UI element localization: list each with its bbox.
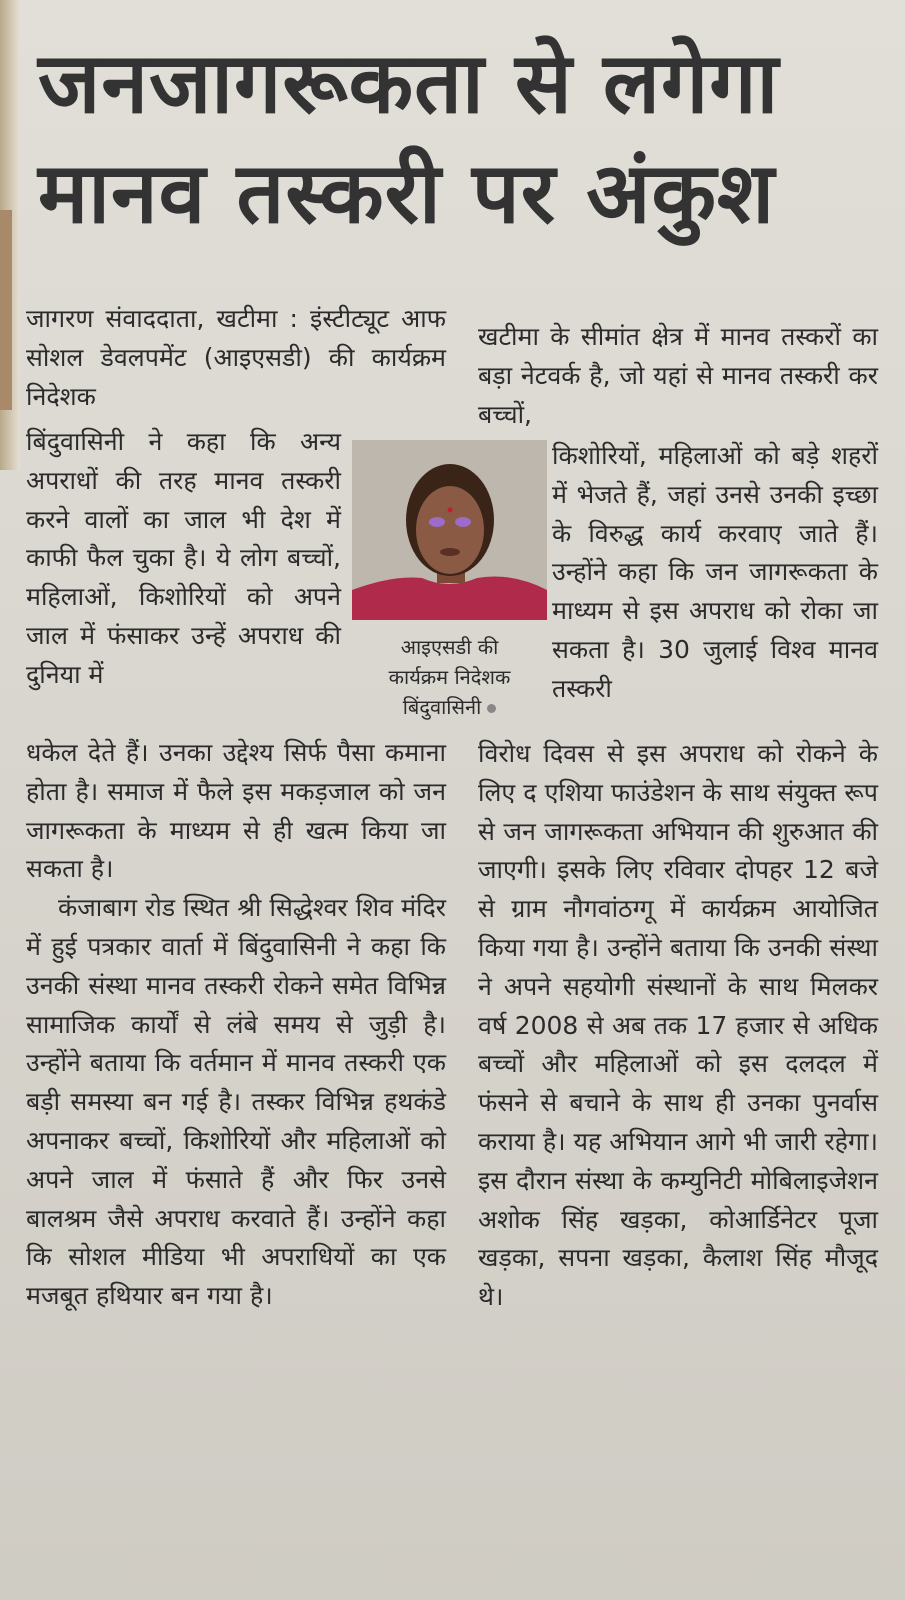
headline-line-2: मानव तस्करी पर अंकुश	[38, 144, 776, 242]
article-left-top	[26, 300, 446, 416]
article-right-narrow	[552, 437, 878, 709]
bullet-icon	[487, 704, 496, 713]
headline-line-1: जनजागरूकता से लगेगा	[38, 34, 780, 132]
caption-line-1: आइएसडी की	[400, 635, 499, 659]
article-right-bottom	[478, 735, 878, 1317]
article-right-intro: खटीमा के सीमांत क्षेत्र में मानव तस्करों का बड़ा नेटवर्क है, जो यहां से मानव तस्करी कर बच्चों,	[478, 322, 878, 429]
caption-line-2: कार्यक्रम निदेशक	[388, 665, 511, 689]
article-para-1: धकेल देते हैं। उनका उद्देश्य सिर्फ पैसा कमाना होता है। समाज में फैले इस मकड़जाल को जन जागरूकता के माध्यम से ही खत्म किया जा सकता है।	[26, 738, 446, 884]
headline	[38, 28, 878, 248]
article-left-wrap: बिंदुवासिनी ने कहा कि अन्य अपराधों की तरह मानव तस्करी करने वालों का जाल भी देश में काफी फैल चुका है। ये लोग बच्चों, महिलाओं, किशोरियों को अपने जाल में फंसाकर उन्हें अपराध की दुनिया में	[26, 427, 341, 689]
caption-line-3-wrap	[352, 692, 547, 722]
page-edge-strip	[0, 210, 12, 410]
article-right-para: विरोध दिवस से इस अपराध को रोकने के लिए द एशिया फाउंडेशन के साथ संयुक्त रूप से जन जागरूकता अभियान की शुरुआत की जाएगी। इसके लिए रविवार दोपहर 12 बजे से ग्राम नौगवांठग्गू में कार्यक्रम आयोजित किया गया है। उन्होंने बताया कि उनकी संस्था ने अपने सहयोगी संस्थानों के साथ मिलकर वर्ष 2008 से अब तक 17 हजार से अधिक बच्चों और महिलाओं को इस दलदल में फंसने से बचाने के साथ ही उनका पुनर्वास कराया है। यह अभियान आगे भी जारी रहेगा। इस दौरान संस्था के कम्युनिटी मोबिलाइजेशन अशोक सिंह खड़का, कोआर्डिनेटर पूजा खड़का, सपना खड़का, कैलाश सिंह मौजूद थे।	[478, 739, 878, 1312]
article-left-narrow	[26, 423, 341, 695]
portrait-photo	[352, 440, 547, 620]
article-intro: जागरण संवाददाता, खटीमा : इंस्टीट्यूट आफ सोशल डेवलपमेंट (आइएसडी) की कार्यक्रम निदेशक	[26, 304, 446, 411]
article-left-bottom	[26, 734, 446, 1316]
portrait-image	[352, 440, 547, 620]
caption-line-3: बिंदुवासिनी	[402, 695, 482, 719]
photo-caption	[352, 632, 547, 722]
article-right-wrap: किशोरियों, महिलाओं को बड़े शहरों में भेजते हैं, जहां उनसे उनकी इच्छा के विरुद्ध कार्य करवाए जाते हैं। उन्होंने कहा कि जन जागरूकता के माध्यम से इस अपराध को रोका जा सकता है। 30 जुलाई विश्व मानव तस्करी	[552, 441, 878, 703]
article-right-top	[478, 318, 878, 434]
article-para-2: कंजाबाग रोड स्थित श्री सिद्धेश्वर शिव मंदिर में हुई पत्रकार वार्ता में बिंदुवासिनी ने कहा कि उनकी संस्था मानव तस्करी रोकने समेत विभिन्न सामाजिक कार्यों से लंबे समय से जुड़ी है। उन्होंने बताया कि वर्तमान में मानव तस्करी एक बड़ी समस्या बन गई है। तस्कर विभिन्न हथकंडे अपनाकर बच्चों, किशोरियों और महिलाओं को अपने जाल में फंसाते हैं और फिर उनसे बालश्रम जैसे अपराध करवाते हैं। उन्होंने कहा कि सोशल मीडिया भी अपराधियों का एक मजबूत हथियार बन गया है।	[26, 893, 446, 1311]
